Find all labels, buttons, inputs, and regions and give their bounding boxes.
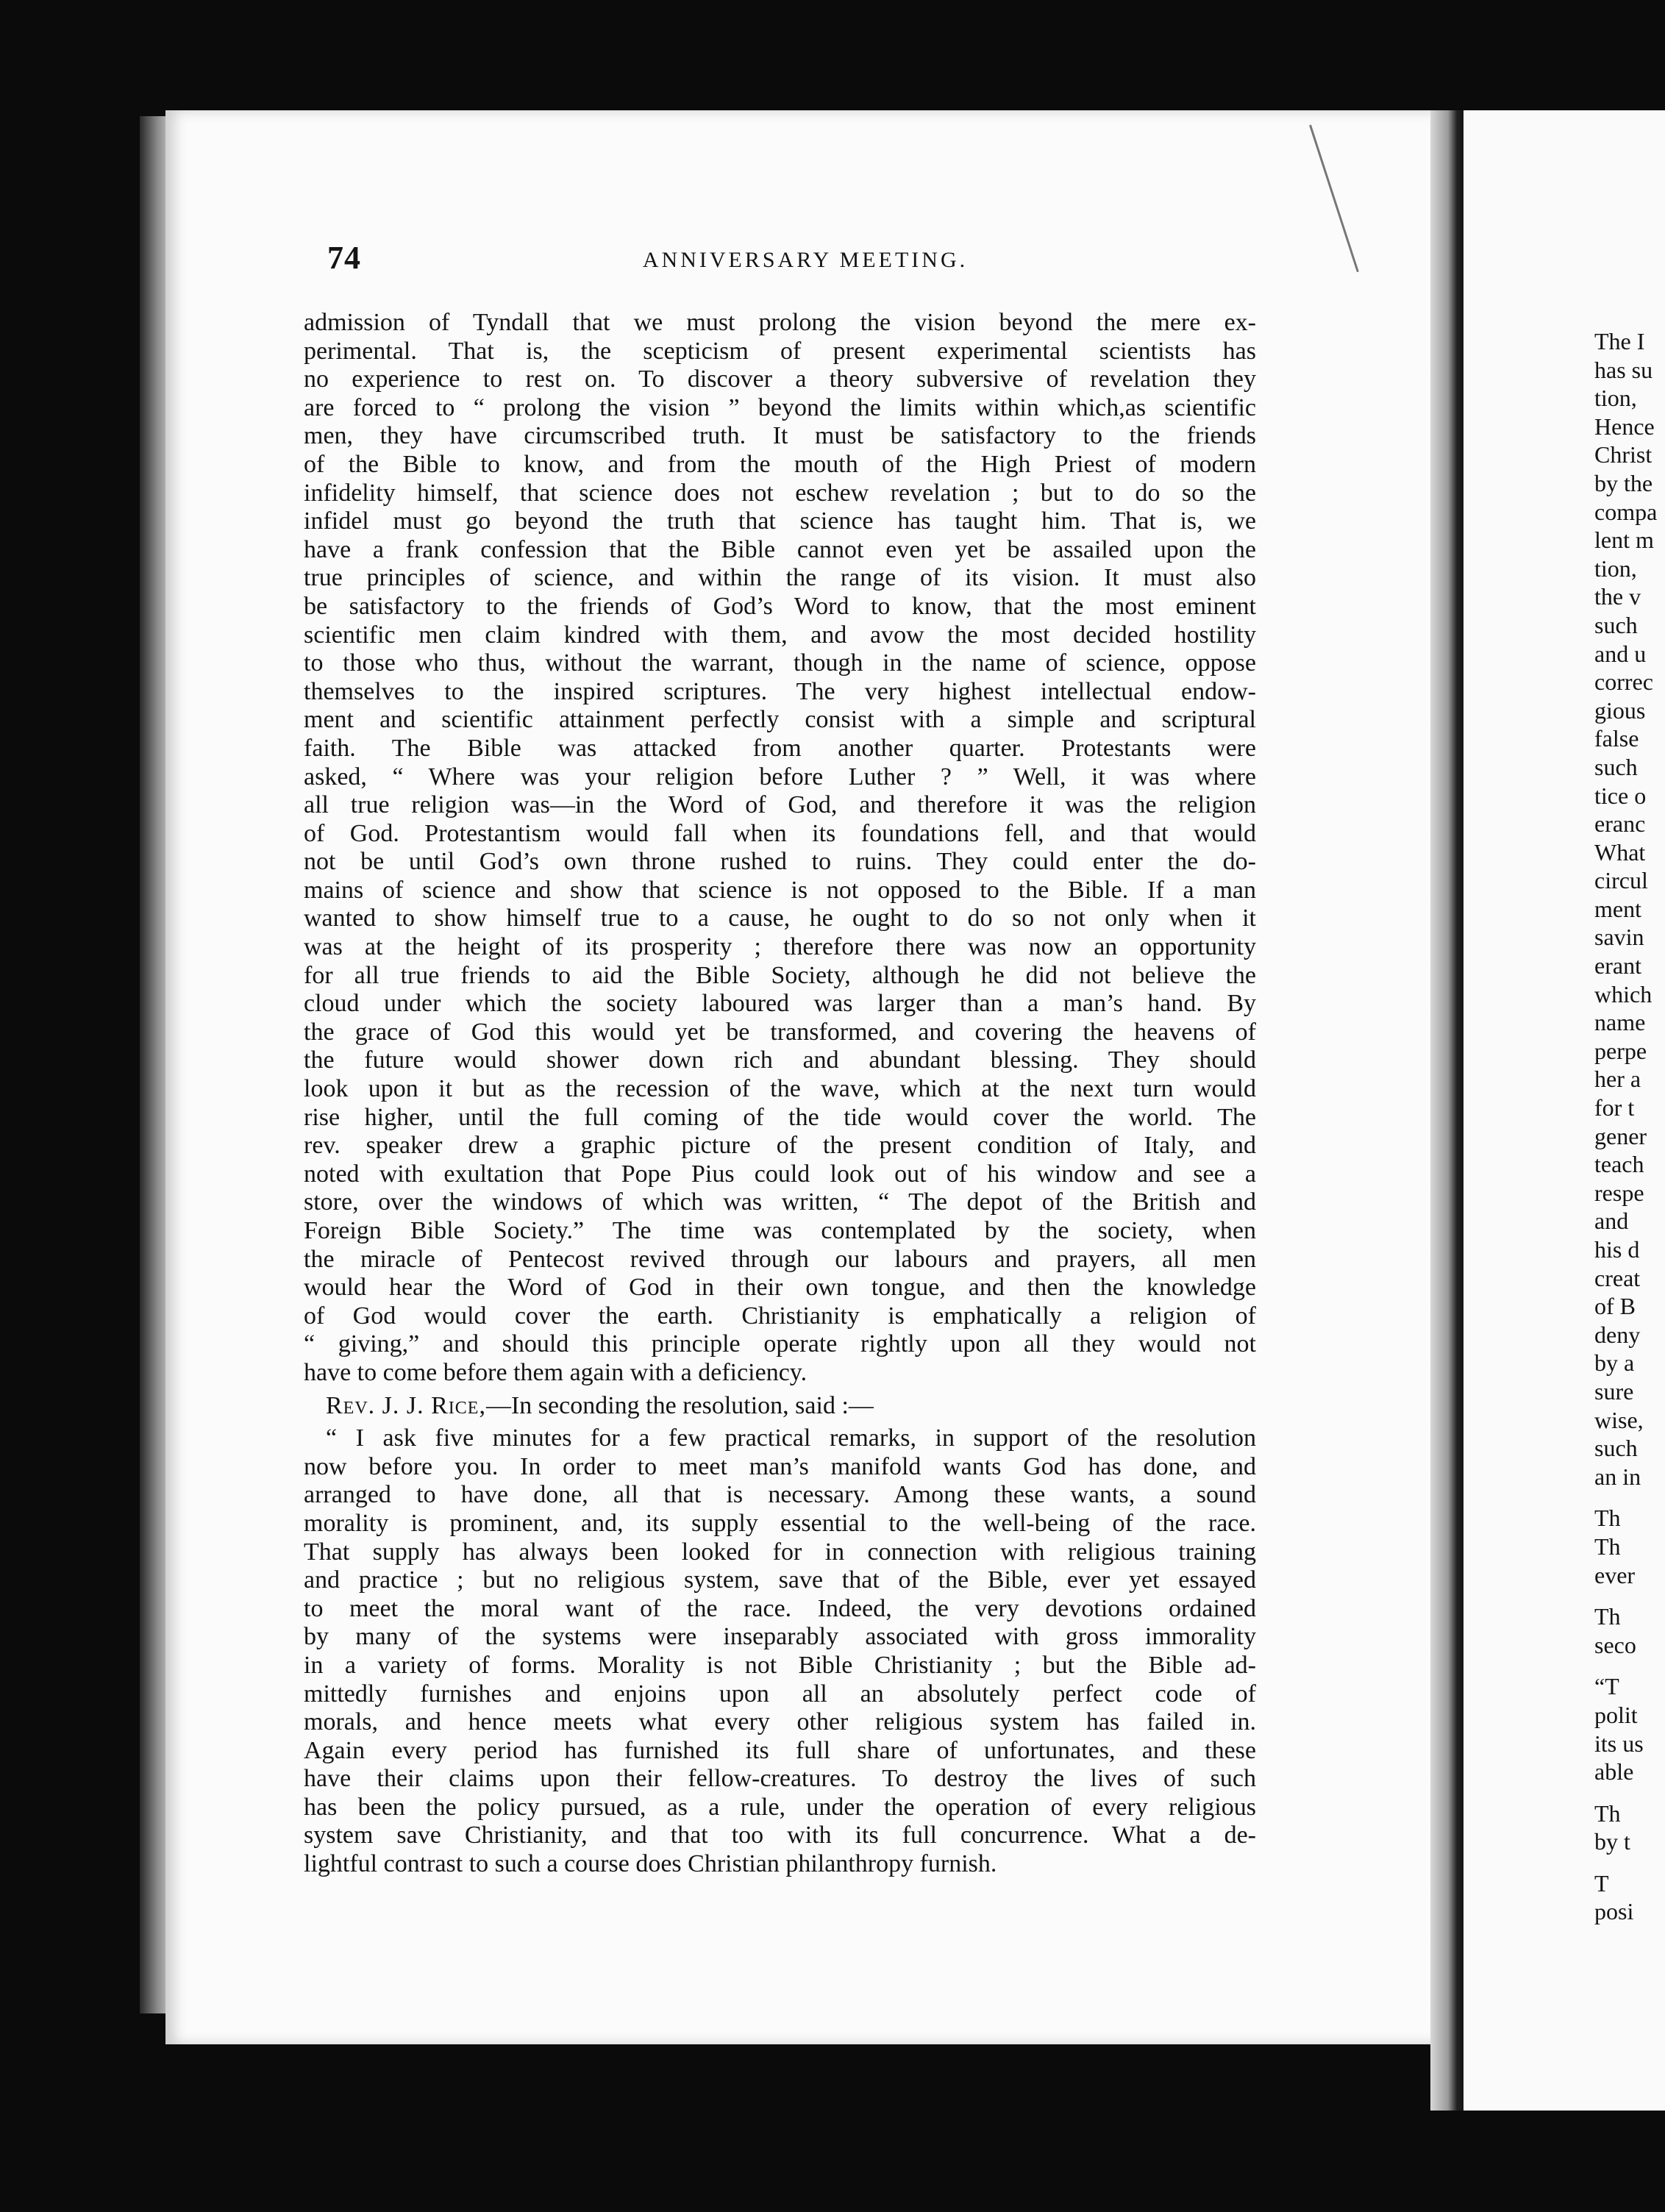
text-line: Foreign Bible Society.” The time was contemplated by the society, when (304, 1217, 1256, 1244)
quote-line: Again every period has furnished its full share of unfortunates, and these (304, 1736, 1256, 1764)
quote-line: That supply has always been looked for in connection with religious training (304, 1538, 1256, 1566)
text-line: the grace of God this would yet be transformed, and covering the heavens of (304, 1018, 1256, 1046)
quote-paragraph (304, 1424, 1256, 1879)
right-page-fragment: the v (1594, 583, 1641, 610)
right-page-fragment: by the (1594, 469, 1653, 496)
quote-line: mittedly furnishes and enjoins upon all an absolutely perfect code of (304, 1680, 1256, 1708)
speaker-line (304, 1392, 1256, 1421)
text-line: would hear the Word of God in their own tongue, and then the knowledge (304, 1274, 1256, 1302)
right-page-fragment: her a (1594, 1066, 1641, 1093)
text-line: themselves to the inspired scriptures. The very highest intellectual endow- (304, 677, 1256, 705)
right-page-fragment: creat (1594, 1264, 1641, 1291)
right-page-fragment: tion, (1594, 385, 1637, 412)
right-page-fragment: such (1594, 611, 1638, 638)
right-page-fragment: posi (1594, 1898, 1634, 1925)
text-line: of God would cover the earth. Christianity is emphatically a religion of (304, 1302, 1256, 1330)
right-page-fragment: his d (1594, 1236, 1640, 1263)
text-line: of the Bible to know, and from the mouth of the High Priest of modern (304, 450, 1256, 478)
quote-line: in a variety of forms. Morality is not Bible Christianity ; but the Bible ad- (304, 1651, 1256, 1679)
right-page-fragment: has su (1594, 356, 1653, 383)
right-page-fragment: savin (1594, 924, 1644, 951)
right-page-fragment: teach (1594, 1151, 1644, 1178)
text-line: cloud under which the society laboured was larger than a man’s hand. By (304, 990, 1256, 1018)
right-page-fragment: of B (1594, 1293, 1636, 1320)
right-page-fragment: which (1594, 980, 1652, 1007)
text-line: be satisfactory to the friends of God’s Word to know, that the most eminent (304, 592, 1256, 620)
right-page-text (1594, 327, 1665, 1926)
right-page-fragment: and (1594, 1207, 1629, 1235)
page-header (327, 239, 1276, 283)
right-page-fragment: Th (1594, 1533, 1621, 1560)
text-line: “ giving,” and should this principle operate rightly upon all they would not (304, 1330, 1256, 1358)
speaker-name: Rev. J. J. Rice, (326, 1391, 486, 1419)
text-line: store, over the windows of which was written, “ The depot of the British and (304, 1188, 1256, 1216)
text-line: have to come before them again with a deficiency. (304, 1358, 807, 1386)
text-line: of God. Protestantism would fall when its foundations fell, and that would (304, 819, 1256, 847)
right-page-fragment: T (1594, 1869, 1609, 1897)
right-page-fragment: and u (1594, 640, 1647, 667)
text-line: wanted to show himself true to a cause, he ought to do so not only when it (304, 905, 1256, 932)
quote-line: have their claims upon their fellow-creatures. To destroy the lives of such (304, 1765, 1256, 1793)
text-line: ment and scientific attainment perfectly consist with a simple and scriptural (304, 706, 1256, 734)
right-page-fragment: such (1594, 753, 1638, 780)
right-page-fragment: Th (1594, 1505, 1621, 1532)
right-page-fragment: seco (1594, 1631, 1636, 1658)
text-line: scientific men claim kindred with them, and avow the most decided hostility (304, 621, 1256, 649)
right-page-fragment: The I (1594, 328, 1645, 354)
right-page-fragment: correc (1594, 668, 1653, 696)
text-line: for all true friends to aid the Bible Society, although he did not believe the (304, 961, 1256, 989)
right-page-fragment: ever (1594, 1561, 1636, 1588)
text-line: was at the height of its prosperity ; therefore there was now an opportunity (304, 933, 1256, 961)
text-line: admission of Tyndall that we must prolong the vision beyond the mere ex- (304, 309, 1256, 336)
right-page-fragment: able (1594, 1758, 1634, 1785)
right-page-fragment: Christ (1594, 441, 1652, 468)
text-line: noted with exultation that Pope Pius could look out of his window and see a (304, 1160, 1256, 1188)
right-page-fragment: name (1594, 1009, 1646, 1036)
running-head: ANNIVERSARY MEETING. (642, 248, 969, 272)
text-line: not be until God’s own throne rushed to ruins. They could enter the do- (304, 848, 1256, 876)
right-page-fragment: lent m (1594, 527, 1654, 554)
quote-line: arranged to have done, all that is necessary. Among these wants, a sound (304, 1481, 1256, 1509)
right-page-fragment: by t (1594, 1828, 1630, 1855)
right-page-fragment: deny (1594, 1321, 1641, 1348)
body-text (304, 309, 1256, 1879)
right-page-fragment: such (1594, 1435, 1638, 1462)
quote-line: lightful contrast to such a course does Christian philanthropy furnish. (304, 1850, 997, 1878)
right-page-fragment: circul (1594, 867, 1648, 894)
quote-line: by many of the systems were inseparably associated with gross immorality (304, 1623, 1256, 1651)
text-line: to those who thus, without the warrant, though in the name of science, oppose (304, 649, 1256, 677)
right-page-fragment: Th (1594, 1603, 1621, 1630)
quote-line: morality is prominent, and, its supply essential to the well-being of the race. (304, 1509, 1256, 1537)
main-paragraph (304, 309, 1256, 1388)
right-page-fragment: gener (1594, 1122, 1647, 1149)
text-line: the future would shower down rich and abundant blessing. They should (304, 1046, 1256, 1074)
text-line: mains of science and show that science is not opposed to the Bible. If a man (304, 876, 1256, 904)
right-page-fragment: compa (1594, 498, 1658, 525)
right-page-fragment: What (1594, 838, 1646, 866)
quote-line: “ I ask five minutes for a few practical remarks, in support of the resolution (326, 1424, 1256, 1452)
text-line: men, they have circumscribed truth. It must be satisfactory to the friends (304, 422, 1256, 450)
right-page-fragment: ment (1594, 895, 1641, 922)
quote-line: system save Christianity, and that too with its full concurrence. What a de- (304, 1822, 1256, 1849)
right-page-fragment: sure (1594, 1377, 1634, 1405)
right-page-fragment: tice o (1594, 782, 1647, 809)
right-page-fragment: “T (1594, 1673, 1619, 1700)
right-page-fragment: perpe (1594, 1037, 1647, 1064)
right-page-fragment: gious (1594, 696, 1646, 724)
right-page-fragment: respe (1594, 1179, 1644, 1206)
right-page-fragment: its us (1594, 1730, 1644, 1757)
quote-line: now before you. In order to meet man’s manifold wants God has done, and (304, 1452, 1256, 1480)
right-page-fragment: an in (1594, 1463, 1641, 1490)
quote-line: has been the policy pursued, as a rule, under the operation of every religious (304, 1793, 1256, 1821)
text-line: infidelity himself, that science does not eschew revelation ; but to do so the (304, 479, 1256, 507)
right-page-fragment: erant (1594, 952, 1641, 980)
text-line: are forced to “ prolong the vision ” beyond the limits within which,as scientific (304, 393, 1256, 421)
right-page-fragment: Th (1594, 1799, 1621, 1827)
quote-line: to meet the moral want of the race. Indeed, the very devotions ordained (304, 1594, 1256, 1622)
right-page-fragment: wise, (1594, 1406, 1644, 1433)
quote-line: morals, and hence meets what every other religious system has failed in. (304, 1708, 1256, 1736)
text-line: rise higher, until the full coming of the tide would cover the world. The (304, 1103, 1256, 1131)
right-page-fragment: false (1594, 725, 1639, 752)
text-line: asked, “ Where was your religion before Luther ? ” Well, it was where (304, 763, 1256, 791)
right-page-fragment: for t (1594, 1094, 1635, 1121)
right-page-fragment: tion, (1594, 554, 1637, 582)
text-line: the miracle of Pentecost revived through our labours and prayers, all men (304, 1245, 1256, 1273)
text-line: no experience to rest on. To discover a theory subversive of revelation they (304, 365, 1256, 393)
page-number: 74 (327, 240, 361, 276)
text-line: true principles of science, and within the range of its vision. It must also (304, 564, 1256, 592)
right-page-fragment: by a (1594, 1349, 1635, 1377)
text-line: rev. speaker drew a graphic picture of the present condition of Italy, and (304, 1132, 1256, 1160)
quote-line: and practice ; but no religious system, save that of the Bible, ever yet essayed (304, 1566, 1256, 1594)
right-page-fragment: Hence (1594, 413, 1655, 440)
text-line: faith. The Bible was attacked from another quarter. Protestants were (304, 734, 1256, 762)
speaker-intro: —In seconding the resolution, said :— (485, 1391, 874, 1419)
text-line: perimental. That is, the scepticism of present experimental scientists has (304, 337, 1256, 365)
text-line: look upon it but as the recession of the wave, which at the next turn would (304, 1075, 1256, 1103)
text-line: all true religion was—in the Word of God, and therefore it was the religion (304, 791, 1256, 819)
right-page-fragment: polit (1594, 1701, 1638, 1728)
text-line: have a frank confession that the Bible cannot even yet be assailed upon the (304, 535, 1256, 563)
right-page-fragment: eranc (1594, 810, 1646, 838)
text-line: infidel must go beyond the truth that science has taught him. That is, we (304, 507, 1256, 535)
